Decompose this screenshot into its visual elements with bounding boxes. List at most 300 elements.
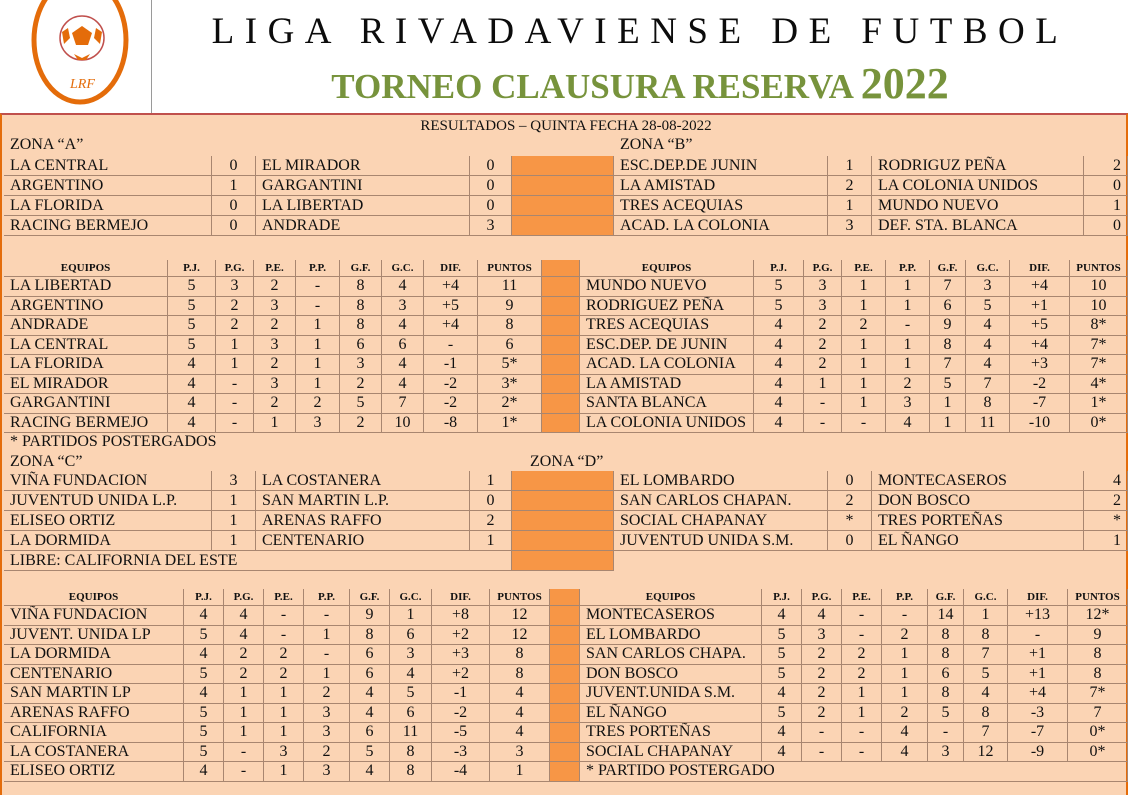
stat-value: 2 xyxy=(842,665,882,685)
stat-value: 2 xyxy=(264,645,304,665)
match-row xyxy=(4,471,1128,491)
stat-value: 2 xyxy=(254,394,296,414)
stat-value: 3 xyxy=(264,743,304,763)
team-name: LA COSTANERA xyxy=(4,743,184,763)
stat-value: - xyxy=(842,626,882,646)
stat-value: 12 xyxy=(964,743,1008,763)
stat-value: 4 xyxy=(224,606,264,626)
stat-value: 7 xyxy=(382,394,424,414)
stat-value: 3 xyxy=(254,336,296,356)
match-row xyxy=(4,216,1128,236)
stat-value: 5 xyxy=(184,665,224,685)
column-header: P.J. xyxy=(168,260,216,277)
stat-value: 1 xyxy=(886,355,930,375)
match-score: 1 xyxy=(212,531,256,551)
stat-value: 4 xyxy=(802,606,842,626)
stat-value: 9 xyxy=(350,606,390,626)
stat-value: 7* xyxy=(1068,684,1128,704)
stat-value: - xyxy=(304,645,350,665)
stat-value: 4 xyxy=(390,665,432,685)
page-header xyxy=(0,0,1128,113)
match-score: 0 xyxy=(1084,216,1128,236)
stat-value: 4 xyxy=(966,316,1010,336)
stat-value: 1* xyxy=(478,414,542,434)
zone-ab-row xyxy=(4,136,1128,154)
column-header: P.J. xyxy=(184,589,224,606)
stat-value: 4 xyxy=(754,375,804,395)
stat-value: - xyxy=(804,394,842,414)
separator-block xyxy=(512,196,614,216)
match-score: 0 xyxy=(828,471,872,491)
standings-row xyxy=(4,723,1128,743)
match-score: * xyxy=(828,511,872,531)
stat-value: 8 xyxy=(340,316,382,336)
separator-block xyxy=(512,511,614,531)
stat-value: 5 xyxy=(928,704,964,724)
league-logo xyxy=(0,0,152,113)
stat-value: 5 xyxy=(762,645,802,665)
stat-value: 3 xyxy=(390,645,432,665)
team-name: EL LOMBARDO xyxy=(580,626,762,646)
stat-value: 4* xyxy=(1070,375,1128,395)
separator-block xyxy=(542,316,580,336)
stat-value: 4 xyxy=(184,762,224,782)
zone-cd-row xyxy=(4,452,1128,471)
standings-row xyxy=(4,336,1128,356)
stat-value: 4 xyxy=(886,414,930,434)
team-name: SAN CARLOS CHAPAN. xyxy=(614,491,828,511)
stat-value: 2 xyxy=(802,665,842,685)
column-header: G.C. xyxy=(390,589,432,606)
separator-block xyxy=(512,491,614,511)
stat-value: 8 xyxy=(340,297,382,317)
match-score: 0 xyxy=(1084,176,1128,196)
team-name: EL LOMBARDO xyxy=(614,471,828,491)
stat-value: 3 xyxy=(966,277,1010,297)
stat-value: 2 xyxy=(224,645,264,665)
team-name: DEF. STA. BLANCA xyxy=(872,216,1084,236)
separator-block xyxy=(512,216,614,236)
zone-b-label: ZONA “B” xyxy=(620,136,693,153)
stat-value: 4 xyxy=(382,375,424,395)
team-name: EL MIRADOR xyxy=(256,156,470,176)
stat-value: 2 xyxy=(802,704,842,724)
stat-value: - xyxy=(264,626,304,646)
stat-value: 4 xyxy=(382,316,424,336)
separator-block xyxy=(550,704,580,724)
standings-row xyxy=(4,355,1128,375)
match-score: 1 xyxy=(212,511,256,531)
team-name: ACAD. LA COLONIA xyxy=(580,355,754,375)
match-row xyxy=(4,531,1128,551)
team-name: RACING BERMEJO xyxy=(4,414,168,434)
stat-value: 1 xyxy=(224,684,264,704)
stat-value: 4 xyxy=(754,414,804,434)
stat-value: - xyxy=(842,606,882,626)
match-score: 0 xyxy=(212,216,256,236)
team-name: RODRIGUZ PEÑA xyxy=(872,156,1084,176)
team-name: SOCIAL CHAPANAY xyxy=(614,511,828,531)
stat-value: 6 xyxy=(350,665,390,685)
match-score: 1 xyxy=(1084,196,1128,216)
match-score: 1 xyxy=(828,156,872,176)
stat-value: 5 xyxy=(964,665,1008,685)
standings-row xyxy=(4,277,1128,297)
stat-value: 2 xyxy=(802,645,842,665)
separator-block xyxy=(550,645,580,665)
stat-value: 3 xyxy=(490,743,550,763)
match-score: 2 xyxy=(828,176,872,196)
stat-value: 4 xyxy=(382,355,424,375)
standings-row xyxy=(4,684,1128,704)
stat-value: +4 xyxy=(1008,684,1068,704)
team-name: CENTENARIO xyxy=(4,665,184,685)
stat-value: 8 xyxy=(350,626,390,646)
team-name: EL MIRADOR xyxy=(4,375,168,395)
column-header: EQUIPOS xyxy=(4,589,184,606)
stat-value: - xyxy=(424,336,478,356)
stat-value: 8 xyxy=(478,316,542,336)
stat-value: -3 xyxy=(1008,704,1068,724)
stat-value: 1 xyxy=(264,684,304,704)
stat-value: 2 xyxy=(842,316,886,336)
stat-value: 14 xyxy=(928,606,964,626)
stat-value: 2 xyxy=(802,684,842,704)
stat-value: -2 xyxy=(432,704,490,724)
stat-value: +1 xyxy=(1008,645,1068,665)
stat-value: - xyxy=(304,606,350,626)
stat-value: 3 xyxy=(928,743,964,763)
stat-value: 1 xyxy=(930,394,966,414)
separator-block xyxy=(550,606,580,626)
standings-row xyxy=(4,414,1128,434)
tournament-title xyxy=(160,58,1120,109)
separator-block xyxy=(512,471,614,491)
team-name: MONTECASEROS xyxy=(580,606,762,626)
team-name: LA FLORIDA xyxy=(4,196,212,216)
column-header: P.G. xyxy=(804,260,842,277)
column-header: G.F. xyxy=(930,260,966,277)
team-name: LA AMISTAD xyxy=(580,375,754,395)
zone-a-label: ZONA “A” xyxy=(10,136,84,153)
stat-value: 8 xyxy=(964,704,1008,724)
stat-value: 6 xyxy=(478,336,542,356)
team-name: VIÑA FUNDACION xyxy=(4,606,184,626)
stat-value: -1 xyxy=(424,355,478,375)
column-header: PUNTOS xyxy=(490,589,550,606)
column-header: P.E. xyxy=(842,589,882,606)
match-score: 1 xyxy=(470,531,512,551)
match-row xyxy=(4,491,1128,511)
stat-value: 9 xyxy=(1068,626,1128,646)
stat-value: 1 xyxy=(490,762,550,782)
stat-value: 10 xyxy=(1070,277,1128,297)
stat-value: 6 xyxy=(390,704,432,724)
stat-value: - xyxy=(802,723,842,743)
team-name: LA CENTRAL xyxy=(4,156,212,176)
stat-value: +3 xyxy=(1010,355,1070,375)
stat-value: 8 xyxy=(928,626,964,646)
team-name: ARENAS RAFFO xyxy=(256,511,470,531)
standings-header-cd xyxy=(4,589,1128,606)
stat-value: 2 xyxy=(340,414,382,434)
stat-value: 5 xyxy=(390,684,432,704)
stat-value: 2 xyxy=(216,297,254,317)
stat-value: 7 xyxy=(966,375,1010,395)
postponed-note-single: * PARTIDO POSTERGADO xyxy=(580,762,1128,782)
stat-value: 0* xyxy=(1068,723,1128,743)
stat-value: 1 xyxy=(296,375,340,395)
stat-value: 5 xyxy=(168,297,216,317)
team-name: SAN MARTIN L.P. xyxy=(256,491,470,511)
stat-value: 3 xyxy=(304,723,350,743)
stat-value: 2 xyxy=(886,375,930,395)
stat-value: 3 xyxy=(382,297,424,317)
league-title: LIGA RIVADAVIENSE DE FUTBOL xyxy=(211,11,1069,52)
match-row xyxy=(4,511,1128,531)
stat-value: - xyxy=(842,723,882,743)
stat-value: 11 xyxy=(966,414,1010,434)
stat-value: 1 xyxy=(304,665,350,685)
free-team-label: LIBRE: CALIFORNIA DEL ESTE xyxy=(4,551,512,571)
team-name: GARGANTINI xyxy=(256,176,470,196)
stat-value: 2 xyxy=(804,316,842,336)
separator-block xyxy=(542,375,580,395)
stat-value: - xyxy=(1008,626,1068,646)
stat-value: 5 xyxy=(168,316,216,336)
team-name: GARGANTINI xyxy=(4,394,168,414)
stat-value: 9 xyxy=(930,316,966,336)
stat-value: - xyxy=(882,606,928,626)
stat-value: 4 xyxy=(184,684,224,704)
standings-row xyxy=(4,743,1128,763)
stat-value: -10 xyxy=(1010,414,1070,434)
standings-row xyxy=(4,606,1128,626)
stat-value: 4 xyxy=(964,684,1008,704)
separator-block xyxy=(542,260,580,277)
stat-value: +5 xyxy=(1010,316,1070,336)
team-name: TRES PORTEÑAS xyxy=(872,511,1084,531)
stat-value: - xyxy=(296,297,340,317)
match-score: 3 xyxy=(470,216,512,236)
column-header: P.P. xyxy=(304,589,350,606)
column-header: G.C. xyxy=(964,589,1008,606)
match-score: 1 xyxy=(1084,531,1128,551)
team-name: LA FLORIDA xyxy=(4,355,168,375)
stat-value: 5 xyxy=(966,297,1010,317)
team-name: EL ÑANGO xyxy=(580,704,762,724)
stat-value: 5 xyxy=(350,743,390,763)
stat-value: 7 xyxy=(964,645,1008,665)
team-name: TRES PORTEÑAS xyxy=(580,723,762,743)
stat-value: - xyxy=(216,394,254,414)
separator-block xyxy=(542,414,580,434)
stat-value: 8 xyxy=(928,684,964,704)
stat-value: -4 xyxy=(432,762,490,782)
stat-value: 4 xyxy=(762,606,802,626)
team-name: EL ÑANGO xyxy=(872,531,1084,551)
stat-value: 12 xyxy=(490,606,550,626)
stat-value: -8 xyxy=(424,414,478,434)
team-name: DON BOSCO xyxy=(872,491,1084,511)
stat-value: +1 xyxy=(1008,665,1068,685)
stat-value: 8 xyxy=(490,665,550,685)
column-header: G.F. xyxy=(340,260,382,277)
stat-value: 2 xyxy=(304,684,350,704)
stat-value: 1 xyxy=(842,394,886,414)
stat-value: - xyxy=(224,743,264,763)
stat-value: 11 xyxy=(478,277,542,297)
zone-d-label: ZONA “D” xyxy=(530,452,604,470)
stat-value: 4 xyxy=(490,704,550,724)
match-score: 0 xyxy=(470,491,512,511)
separator-block xyxy=(550,723,580,743)
column-header: P.G. xyxy=(802,589,842,606)
stat-value: +8 xyxy=(432,606,490,626)
standings-row xyxy=(4,704,1128,724)
team-name: LA CENTRAL xyxy=(4,336,168,356)
stat-value: 8* xyxy=(1070,316,1128,336)
team-name: CENTENARIO xyxy=(256,531,470,551)
stat-value: 3 xyxy=(802,626,842,646)
stat-value: 5 xyxy=(762,665,802,685)
team-name: LA AMISTAD xyxy=(614,176,828,196)
team-name: LA LIBERTAD xyxy=(4,277,168,297)
stat-value: +5 xyxy=(424,297,478,317)
stat-value: 5 xyxy=(168,277,216,297)
stat-value: 8 xyxy=(964,626,1008,646)
column-header: P.P. xyxy=(882,589,928,606)
stat-value: 8 xyxy=(966,394,1010,414)
stat-value: +4 xyxy=(424,316,478,336)
stat-value: 6 xyxy=(350,723,390,743)
stat-value: 3 xyxy=(886,394,930,414)
tournament-year: 2022 xyxy=(860,59,949,108)
stat-value: 8 xyxy=(390,743,432,763)
match-score: 1 xyxy=(212,176,256,196)
stat-value: 12 xyxy=(490,626,550,646)
stat-value: +13 xyxy=(1008,606,1068,626)
stat-value: 10 xyxy=(1070,297,1128,317)
match-score: 2 xyxy=(828,491,872,511)
stat-value: +4 xyxy=(1010,277,1070,297)
stat-value: -2 xyxy=(424,375,478,395)
stat-value: 10 xyxy=(382,414,424,434)
stat-value: 5 xyxy=(754,277,804,297)
stat-value: 7* xyxy=(1070,355,1128,375)
stat-value: 4 xyxy=(350,684,390,704)
stat-value: 2 xyxy=(254,277,296,297)
column-header: P.E. xyxy=(264,589,304,606)
stat-value: 4 xyxy=(350,762,390,782)
stat-value: 4 xyxy=(966,336,1010,356)
stat-value: 6 xyxy=(390,626,432,646)
separator-block xyxy=(512,531,614,551)
stat-value: 2* xyxy=(478,394,542,414)
stat-value: 6 xyxy=(382,336,424,356)
stat-value: 12* xyxy=(1068,606,1128,626)
column-header: P.J. xyxy=(762,589,802,606)
team-name: TRES ACEQUIAS xyxy=(580,316,754,336)
stat-value: 5 xyxy=(168,336,216,356)
team-name: VIÑA FUNDACION xyxy=(4,471,212,491)
stat-value: 1 xyxy=(882,684,928,704)
stat-value: - xyxy=(886,316,930,336)
stat-value: 1 xyxy=(930,414,966,434)
column-header: P.P. xyxy=(296,260,340,277)
stat-value: 0* xyxy=(1068,743,1128,763)
stat-value: 3* xyxy=(478,375,542,395)
team-name: MUNDO NUEVO xyxy=(872,196,1084,216)
standings-row xyxy=(4,316,1128,336)
standings-row xyxy=(4,394,1128,414)
team-name: JUVENTUD UNIDA L.P. xyxy=(4,491,212,511)
stat-value: -5 xyxy=(432,723,490,743)
match-score: 0 xyxy=(212,196,256,216)
match-score: 1 xyxy=(470,471,512,491)
stat-value: 2 xyxy=(304,743,350,763)
stat-value: 4 xyxy=(168,394,216,414)
stat-value: 3 xyxy=(804,297,842,317)
column-header: DIF. xyxy=(432,589,490,606)
stat-value: 1 xyxy=(886,336,930,356)
results-sheet xyxy=(0,113,1128,795)
stat-value: - xyxy=(842,743,882,763)
stat-value: 5 xyxy=(340,394,382,414)
stat-value: -9 xyxy=(1008,743,1068,763)
stat-value: 2 xyxy=(882,626,928,646)
postponed-note: * PARTIDOS POSTERGADOS xyxy=(10,433,217,450)
team-name: ARGENTINO xyxy=(4,297,168,317)
column-header: G.F. xyxy=(928,589,964,606)
stat-value: 8 xyxy=(928,645,964,665)
separator-block xyxy=(550,762,580,782)
team-name: MUNDO NUEVO xyxy=(580,277,754,297)
stat-value: -7 xyxy=(1010,394,1070,414)
team-name: TRES ACEQUIAS xyxy=(614,196,828,216)
stat-value: 4 xyxy=(168,375,216,395)
results-title: RESULTADOS – QUINTA FECHA 28-08-2022 xyxy=(420,118,712,134)
column-header: G.F. xyxy=(350,589,390,606)
stat-value: 4 xyxy=(224,626,264,646)
separator-block xyxy=(542,336,580,356)
stat-value: +1 xyxy=(1010,297,1070,317)
match-score: 0 xyxy=(212,156,256,176)
stat-value: 5 xyxy=(762,704,802,724)
stat-value: 1 xyxy=(296,336,340,356)
stat-value: +2 xyxy=(432,626,490,646)
column-header: EQUIPOS xyxy=(580,260,754,277)
stat-value: 4 xyxy=(762,743,802,763)
column-header: P.E. xyxy=(254,260,296,277)
column-header: EQUIPOS xyxy=(4,260,168,277)
stat-value: 8 xyxy=(390,762,432,782)
standings-row xyxy=(4,375,1128,395)
team-name: CALIFORNIA xyxy=(4,723,184,743)
stat-value: 4 xyxy=(754,355,804,375)
stat-value: 1 xyxy=(842,704,882,724)
stat-value: 3 xyxy=(340,355,382,375)
standings-row xyxy=(4,665,1128,685)
stat-value: 4 xyxy=(754,394,804,414)
spacer-row xyxy=(4,571,1128,589)
separator-block xyxy=(550,684,580,704)
column-header: P.G. xyxy=(216,260,254,277)
stat-value: 7* xyxy=(1070,336,1128,356)
stat-value: 3 xyxy=(304,704,350,724)
stat-value: - xyxy=(224,762,264,782)
column-header: PUNTOS xyxy=(1070,260,1128,277)
